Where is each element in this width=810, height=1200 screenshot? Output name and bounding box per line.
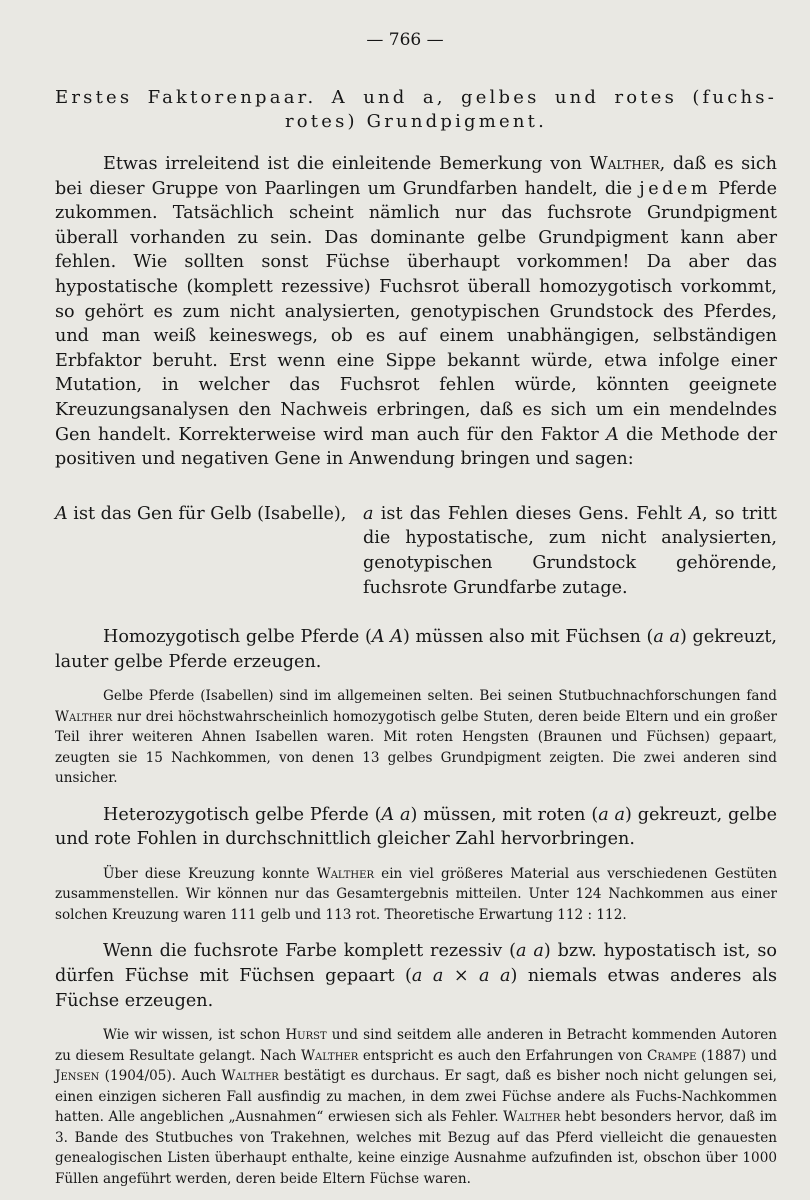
note-recessive: [55, 1025, 777, 1189]
text-run: ) gekreuzt, gelbe und rote Fohlen in durchschnittlich gleicher Zahl hervorbringen.: [55, 804, 777, 850]
genotype: a a: [653, 627, 681, 648]
section-heading: [55, 86, 777, 134]
gene-symbol: A: [689, 503, 702, 524]
gene-symbol: a: [363, 503, 374, 524]
text-run: ist das Fehlen dieses Gens. Fehlt: [373, 503, 690, 524]
paragraph-recessive: [55, 939, 777, 1013]
gene-symbol: A: [55, 503, 68, 524]
text-run: Wenn die fuchsrote Farbe komplett rezessiv (: [103, 941, 516, 962]
emphasis: jedem: [639, 178, 712, 199]
genotype: A a: [381, 804, 411, 825]
gene-definition: [55, 502, 777, 600]
gene-symbol: A: [606, 424, 619, 445]
page-number: — 766 —: [366, 30, 444, 50]
text-run: (1904/05). Auch: [99, 1068, 222, 1085]
text-run: ) müssen, mit roten (: [410, 804, 599, 825]
text-run: , so tritt die hypostatische, zum nicht analysierten, genotypischen Grundstock gehörende, fuchsrote Grundfarbe zutage.: [363, 503, 778, 598]
text-run: ist das Gen für Gelb (Isabelle),: [67, 503, 347, 524]
text-run: Etwas irreleitend ist die einleitende Bemerkung von: [103, 154, 590, 174]
text-run: ) gekreuzt, lauter gelbe Pferde erzeugen.: [55, 627, 777, 672]
section-heading-line-2: rotes) Grundpigment.: [284, 111, 548, 132]
author-name: Crampe: [647, 1047, 697, 1064]
author-name: Walther: [503, 1109, 561, 1126]
page-content: [55, 86, 777, 1189]
text-run: bestätigt es durchaus. Er sagt, daß es bisher noch nicht gelungen sei, einen einzigen sicheren Fall ausfindig zu machen, in dem zwei Füchse andere als Fuchs-Nachkommen hatten. Alle angeblichen „Ausnahmen“ erwiesen sich als Fehler.: [55, 1068, 777, 1126]
definition-text: [363, 502, 777, 600]
text-run: Gelbe Pferde (Isabellen) sind im allgemeinen selten. Bei seinen Stutbuchnachforschungen fand: [103, 688, 777, 705]
text-run: Pferde zukommen. Tatsächlich scheint nämlich nur das fuchsrote Grundpigment überall vorhanden zu sein. Das dominante gelbe Grundpigment kann aber fehlen. Wie sollten sonst Füchse überhaupt vorkommen! Da aber das hypostatische (komplett rezessive) Fuchsrot überall homozygotisch vorkommt, so gehört es zum nicht analysierten, genotypischen Grundstock des Pferdes, und man weiß keineswegs, ob es auf einem unabhängigen, selbständigen Erbfaktor beruht. Erst wenn eine Sippe bekannt würde, etwa infolge einer Mutation, in welcher das Fuchsrot fehlen würde, könnten geeignete Kreuzungsanalysen den Nachweis erbringen, daß es sich um ein mendelndes Gen handelt. Korrekterweise wird man auch für den Faktor: [55, 178, 777, 445]
paragraph-homozygous: [55, 625, 777, 674]
text-run: , daß es sich bei dieser Gruppe von Paarlingen um Grundfarben handelt, die: [55, 154, 778, 199]
text-run: ) müssen also mit Füchsen (: [402, 627, 654, 648]
note-homozygous: [55, 686, 777, 789]
genotype: A A: [371, 627, 403, 648]
author-name: Walther: [221, 1068, 279, 1085]
author-name: Hurst: [285, 1027, 327, 1044]
text-run: die Methode der positiven und negativen Gene in Anwendung bringen und sagen:: [55, 424, 777, 470]
text-run: ) bzw. hypostatisch ist, so dürfen Füchse mit Füchsen gepaart (: [55, 941, 777, 987]
text-run: entspricht es auch den Erfahrungen von: [358, 1047, 648, 1064]
text-run: nur drei höchstwahrscheinlich homozygotisch gelbe Stuten, deren beide Eltern und ein großer Teil ihrer weiteren Ahnen Isabellen waren. Mit roten Hengsten (Braunen und Füchsen) gepaart, zeugten sie 15 Nachkommen, von denen 13 gelbes Grundpigment zeigten. Die zwei anderen sind unsicher.: [55, 708, 777, 787]
note-heterozygous: [55, 864, 777, 926]
text-run: (1887) und: [696, 1047, 777, 1064]
author-name: Walther: [316, 865, 374, 882]
genotype: a a: [598, 804, 626, 825]
text-run: Wie wir wissen, ist schon: [103, 1027, 286, 1044]
paragraph-intro: [55, 152, 777, 472]
text-run: ein viel größeres Material aus verschiedenen Gestüten zusammenstellen. Wir können nur das Gesamtergebnis mitteilen. Unter 124 Nachkommen aus einer solchen Kreuzung waren 111 gelb und 113 rot. Theoretische Erwartung 112 : 112.: [55, 865, 777, 923]
author-name: Walther: [301, 1047, 359, 1064]
text-run: Homozygotisch gelbe Pferde (: [103, 627, 372, 648]
definition-label: [55, 502, 346, 527]
author-name: Walther: [589, 154, 660, 174]
text-run: hebt besonders hervor, daß im 3. Bande des Stutbuches von Trakehnen, welches mit Bezug auf das Pferd vielleicht die genauesten genealogischen Listen überhaupt enthalte, keine einzige Ausnahme aufzufinden ist, obschon über 1000 Füllen angeführt werden, deren beide Eltern Füchse waren.: [55, 1109, 777, 1187]
genotype: a a: [515, 941, 544, 962]
text-run: Heterozygotisch gelbe Pferde (: [103, 804, 382, 825]
text-run: Über diese Kreuzung konnte: [103, 865, 317, 882]
author-name: Walther: [55, 708, 113, 725]
text-run: und sind seitdem alle anderen in Betracht kommenden Autoren zu diesem Resultate gelangt. Nach: [55, 1027, 777, 1064]
author-name: Jensen: [55, 1068, 100, 1085]
genotype: a a × a a: [411, 966, 511, 987]
section-heading-line-1: Erstes Faktorenpaar. A und a, gelbes und rotes (fuchs-: [55, 87, 777, 108]
text-run: ) niemals etwas anderes als Füchse erzeugen.: [55, 966, 778, 1011]
paragraph-heterozygous: [55, 803, 777, 852]
